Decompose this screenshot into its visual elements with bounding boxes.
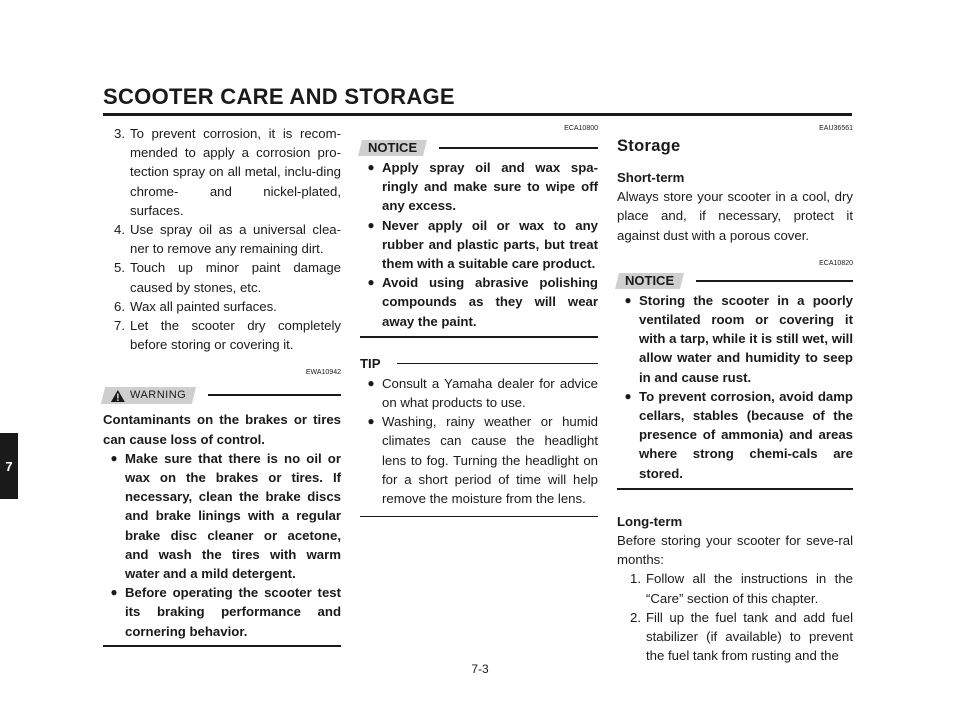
section-code: EAU36561 [819, 125, 853, 132]
column-1 [103, 124, 341, 647]
notice-rule [696, 280, 853, 282]
tip-bullet: ● Washing, rainy weather or humid climates can cause the headlight lens to fog. Turning the headlight on for a short period of time will help remove the moisture from the lens. [360, 412, 598, 508]
warning-code: EWA10942 [305, 369, 341, 377]
notice-badge: NOTICE [615, 273, 684, 289]
notice-code: ECA10820 [819, 259, 853, 267]
bullet-icon: ● [367, 217, 375, 232]
notice-bullet: ● To prevent corrosion, avoid damp cellars, stables (because of the presence of ammonia) and areas where strong chemi-cals are stored. [617, 387, 853, 483]
notice-header [617, 271, 853, 291]
warning-header [103, 384, 341, 406]
section-title: Storage [617, 137, 681, 155]
list-item: 2. Fill up the fuel tank and add fuel stabilizer (if available) to prevent the fuel tank from rusting and the [630, 609, 853, 664]
tip-label: TIP [360, 356, 381, 372]
list-item: 6. Wax all painted surfaces. [114, 298, 277, 314]
list-item: 3. To prevent corrosion, it is recom-mended to apply a corrosion pro-tection spray on all metal, inclu-ding chrome- and nickel-plated, surfaces. [114, 126, 341, 218]
bullet-icon: ● [624, 292, 632, 307]
bullet-icon: ● [367, 275, 375, 290]
warning-bullet: ● Make sure that there is no oil or wax on the brakes or tires. If necessary, clean the brake discs and brake linings with a regular brake disc cleaner or acetone, and wash the tires with warm water and a mild detergent. [103, 449, 341, 583]
tip-bullet: ● Consult a Yamaha dealer for advice on what products to use. [360, 374, 598, 412]
bullet-icon: ● [367, 375, 375, 390]
notice-bullet: ● Avoid using abrasive polishing compounds as they will wear away the paint. [360, 273, 598, 331]
long-term-title: Long-term [617, 513, 683, 529]
list-item: 1. Follow all the instructions in the “Care” section of this chapter. [630, 571, 853, 606]
bullet-icon: ● [110, 585, 118, 600]
bullet-icon: ● [367, 160, 375, 174]
notice-rule [439, 147, 598, 149]
short-term-title: Short-term [617, 170, 685, 185]
notice-badge: NOTICE [358, 140, 427, 156]
warning-triangle-icon [111, 389, 125, 401]
warning-lead: Contaminants on the brakes or tires can cause loss of control. [103, 412, 341, 447]
page-title: SCOOTER CARE AND STORAGE [103, 84, 455, 109]
care-steps-list [103, 124, 341, 354]
warning-bullet: ● Before operating the scooter test its braking performance and cornering behavior. [103, 583, 341, 641]
tip-rule [397, 363, 598, 364]
short-term-text: Always store your scooter in a cool, dry place and, if necessary, protect it against dust with a porous cover. [617, 189, 853, 243]
notice-code: ECA10800 [564, 125, 598, 132]
tip-header [360, 354, 598, 374]
notice-bullet: ● Apply spray oil and wax spa-ringly and make sure to wipe off any excess. [360, 158, 598, 216]
page-number: 7-3 [471, 662, 489, 676]
warning-badge [101, 387, 197, 404]
warning-end-rule [103, 645, 341, 647]
chapter-tab: 7 [0, 433, 18, 499]
bullet-icon: ● [624, 388, 632, 403]
list-item: 5. Touch up minor paint damage caused by stones, etc. [114, 260, 341, 295]
notice-bullet: ● Storing the scooter in a poorly ventilated room or covering it with a tarp, while it is still wet, will allow water and humidity to seep in and cause rust. [617, 291, 853, 387]
notice-bullet: ● Never apply oil or wax to any rubber and plastic parts, but treat them with a suitable care product. [360, 216, 598, 274]
tip-end-rule [360, 516, 598, 517]
long-term-text: Before storing your scooter for seve-ral months: [617, 533, 853, 568]
warning-label: WARNING [129, 388, 187, 401]
bullet-icon: ● [367, 414, 375, 429]
list-item: 7. Let the scooter dry completely before storing or covering it. [114, 318, 341, 353]
notice-header [360, 138, 598, 158]
column-2 [360, 124, 598, 517]
warning-rule [208, 394, 341, 396]
bullet-icon: ● [110, 450, 118, 465]
list-item: 4. Use spray oil as a universal clea-ner to remove any remaining dirt. [114, 222, 341, 257]
title-rule [103, 113, 852, 116]
column-3 [617, 124, 853, 665]
